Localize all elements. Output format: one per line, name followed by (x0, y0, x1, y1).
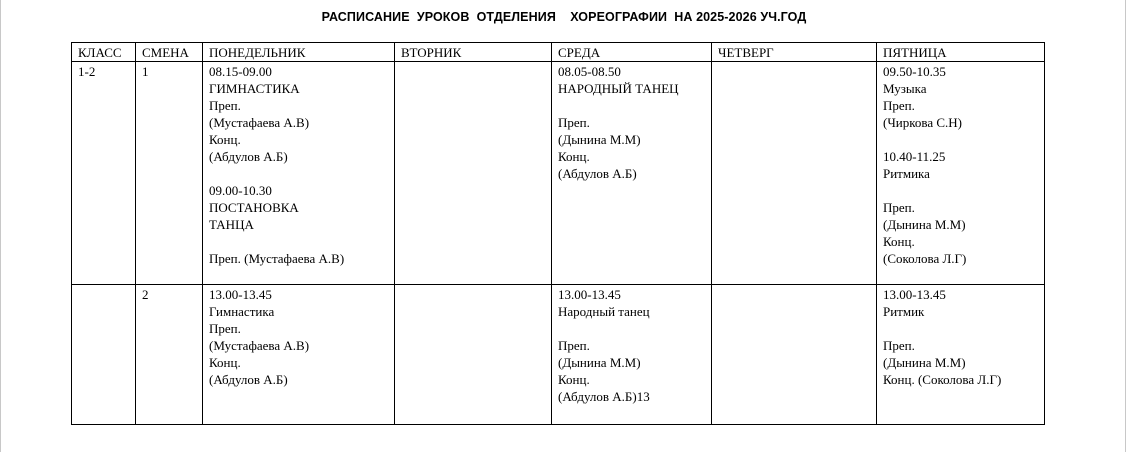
cell-wednesday: 13.00-13.45 Народный танец Преп. (Дынина М.М) Конц. (Абдулов А.Б)13 (552, 285, 712, 425)
header-wednesday: СРЕДА (552, 43, 712, 62)
cell-tuesday (395, 62, 552, 285)
cell-class: 1-2 (72, 62, 136, 285)
cell-tuesday (395, 285, 552, 425)
table-row (72, 285, 1045, 425)
document-title: РАСПИСАНИЕ УРОКОВ ОТДЕЛЕНИЯ ХОРЕОГРАФИИ НА 2025-2026 УЧ.ГОД (321, 10, 807, 24)
cell-friday: 09.50-10.35 Музыка Преп. (Чиркова С.Н) 10.40-11.25 Ритмика Преп. (Дынина М.М) Конц. (Соколова Л.Г) (877, 62, 1045, 285)
cell-thursday (712, 285, 877, 425)
cell-friday: 13.00-13.45 Ритмик Преп. (Дынина М.М) Конц. (Соколова Л.Г) (877, 285, 1045, 425)
schedule-table (71, 42, 1045, 425)
header-thursday: ЧЕТВЕРГ (712, 43, 877, 62)
header-monday: ПОНЕДЕЛЬНИК (203, 43, 395, 62)
cell-thursday (712, 62, 877, 285)
header-tuesday: ВТОРНИК (395, 43, 552, 62)
cell-shift: 2 (136, 285, 203, 425)
cell-monday: 13.00-13.45 Гимнастика Преп. (Мустафаева А.В) Конц. (Абдулов А.Б) (203, 285, 395, 425)
table-row (72, 62, 1045, 285)
header-friday: ПЯТНИЦА (877, 43, 1045, 62)
header-shift: СМЕНА (136, 43, 203, 62)
header-class: КЛАСС (72, 43, 136, 62)
header-row (72, 43, 1045, 62)
cell-monday: 08.15-09.00 ГИМНАСТИКА Преп. (Мустафаева А.В) Конц. (Абдулов А.Б) 09.00-10.30 ПОСТАНОВКА ТАНЦА Преп. (Мустафаева А.В) (203, 62, 395, 285)
cell-wednesday: 08.05-08.50 НАРОДНЫЙ ТАНЕЦ Преп. (Дынина М.М) Конц. (Абдулов А.Б) (552, 62, 712, 285)
cell-class (72, 285, 136, 425)
cell-shift: 1 (136, 62, 203, 285)
